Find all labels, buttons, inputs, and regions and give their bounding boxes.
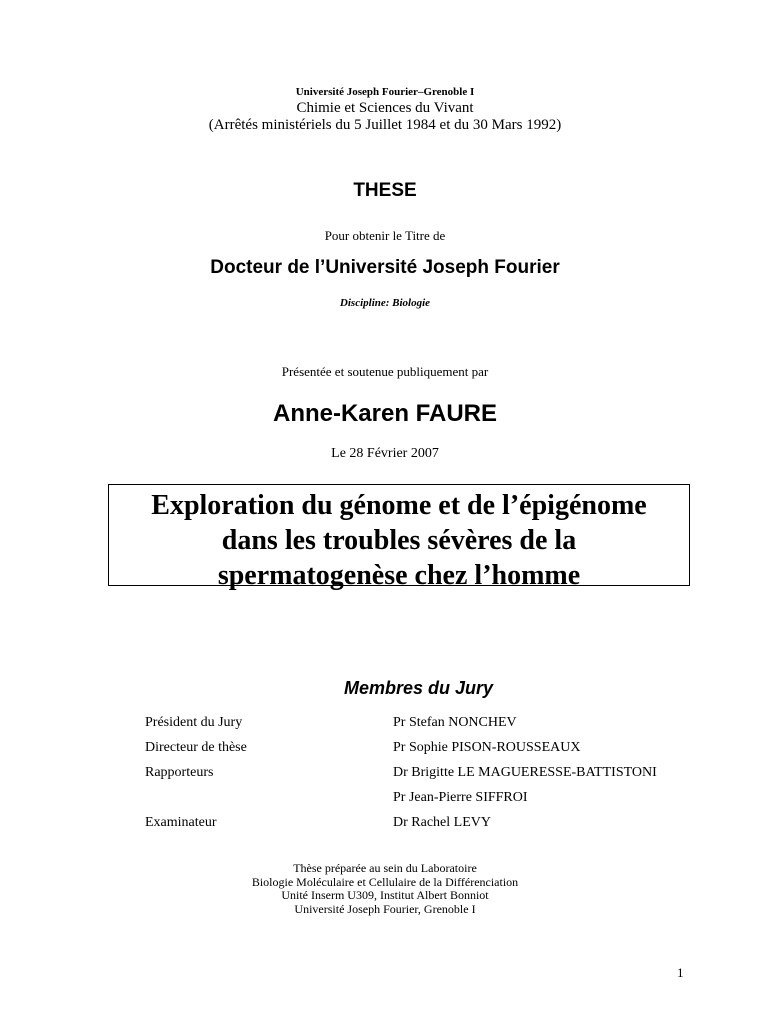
author-name: Anne-Karen FAURE: [272, 400, 498, 427]
jury-role: Président du Jury: [145, 715, 243, 730]
thesis-title-line: Exploration du génome et de l’épigénome: [151, 490, 647, 521]
jury-member-name: Pr Jean-Pierre SIFFROI: [393, 790, 528, 805]
laboratory-line: Biologie Moléculaire et Cellulaire de la Différenciation: [251, 874, 519, 889]
jury-row: [0, 815, 770, 837]
jury-member-name: Pr Stefan NONCHEV: [393, 715, 517, 730]
jury-member-name: Pr Sophie PISON-ROUSSEAUX: [393, 740, 581, 755]
thesis-title-box: [108, 484, 690, 591]
jury-row: [0, 790, 770, 812]
thesis-label: THESE: [353, 180, 417, 201]
jury-row: [0, 765, 770, 787]
laboratory-info: [0, 862, 770, 916]
jury-member-name: Dr Brigitte LE MAGUERESSE-BATTISTONI: [393, 765, 657, 780]
discipline: Discipline: Biologie: [339, 297, 431, 309]
laboratory-line: Unité Inserm U309, Institut Albert Bonniot: [281, 888, 489, 902]
degree-title: Docteur de l’Université Joseph Fourier: [210, 257, 560, 278]
ministerial-decree: (Arrêtés ministériels du 5 Juillet 1984 et du 30 Mars 1992): [208, 117, 562, 133]
university-name: Université Joseph Fourier–Grenoble I: [295, 86, 475, 98]
defense-date: Le 28 Février 2007: [331, 446, 439, 461]
obtain-title-text: Pour obtenir le Titre de: [324, 228, 446, 243]
jury-row: [0, 715, 770, 737]
jury-role: Rapporteurs: [145, 765, 214, 780]
jury-heading: Membres du Jury: [344, 678, 494, 698]
thesis-title-line: dans les troubles sévères de la: [221, 525, 577, 556]
laboratory-line: Thèse préparée au sein du Laboratoire: [293, 861, 477, 875]
department-name: Chimie et Sciences du Vivant: [296, 100, 474, 116]
jury-row: [0, 740, 770, 762]
laboratory-line: Université Joseph Fourier, Grenoble I: [294, 901, 476, 916]
jury-role: Directeur de thèse: [145, 740, 247, 755]
presented-by-text: Présentée et soutenue publiquement par: [281, 364, 489, 379]
page-number: 1: [677, 965, 684, 980]
thesis-title-line: spermatogenèse chez l’homme: [217, 560, 581, 591]
jury-role: Examinateur: [145, 815, 217, 830]
jury-member-name: Dr Rachel LEVY: [393, 815, 491, 830]
